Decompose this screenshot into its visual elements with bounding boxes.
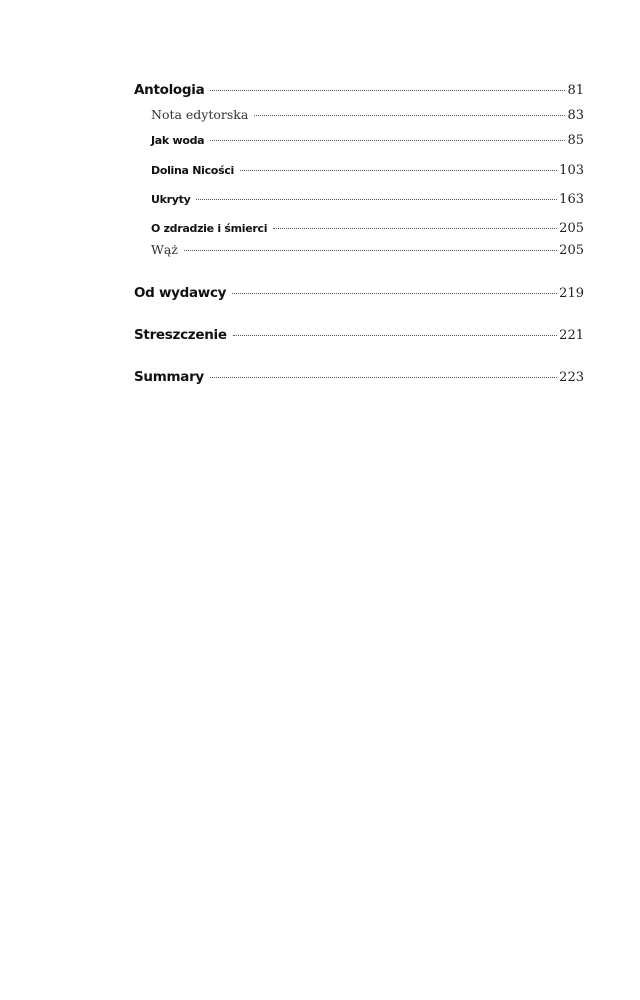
toc-entry-page: 83 bbox=[567, 108, 584, 123]
toc-entry-od-wydawcy bbox=[134, 285, 584, 301]
dot-leader bbox=[233, 335, 557, 336]
toc-entry-page: 223 bbox=[559, 370, 584, 385]
toc-entry-title: Od wydawcy bbox=[134, 285, 227, 301]
toc-entry-title: Antologia bbox=[134, 82, 205, 98]
toc-entry-jak-woda bbox=[151, 133, 584, 148]
toc-entry-title: O zdradzie i śmierci bbox=[151, 222, 268, 235]
toc-entry-antologia bbox=[134, 82, 584, 98]
toc-entry-page: 85 bbox=[567, 133, 584, 148]
dot-leader bbox=[210, 140, 565, 141]
toc-entry-title: Summary bbox=[134, 369, 204, 385]
toc-entry-page: 103 bbox=[559, 163, 584, 178]
toc-entry-ukryty bbox=[151, 192, 584, 207]
toc-entry-page: 205 bbox=[559, 243, 584, 258]
dot-leader bbox=[196, 199, 557, 200]
dot-leader bbox=[210, 90, 565, 91]
toc-entry-dolina-nicosci bbox=[151, 163, 584, 178]
toc-entry-o-zdradzie-i-smierci bbox=[151, 221, 584, 236]
toc-entry-title: Wąż bbox=[151, 242, 178, 257]
toc-entry-summary bbox=[134, 369, 584, 385]
dot-leader bbox=[184, 250, 557, 251]
toc-entry-title: Ukryty bbox=[151, 193, 191, 206]
toc-entry-waz bbox=[151, 242, 584, 258]
toc-entry-nota-edytorska bbox=[151, 107, 584, 123]
toc-entry-page: 221 bbox=[559, 328, 584, 343]
toc-entry-page: 81 bbox=[567, 83, 584, 98]
toc-entry-page: 219 bbox=[559, 286, 584, 301]
toc-entry-title: Nota edytorska bbox=[151, 107, 249, 122]
toc-entry-page: 163 bbox=[559, 192, 584, 207]
dot-leader bbox=[240, 170, 557, 171]
dot-leader bbox=[273, 228, 557, 229]
toc-entry-title: Streszczenie bbox=[134, 327, 227, 343]
toc-entry-page: 205 bbox=[559, 221, 584, 236]
dot-leader bbox=[232, 293, 557, 294]
toc-entry-title: Jak woda bbox=[151, 134, 205, 147]
dot-leader bbox=[254, 115, 565, 116]
toc-entry-title: Dolina Nicości bbox=[151, 164, 235, 177]
toc-entry-streszczenie bbox=[134, 327, 584, 343]
dot-leader bbox=[210, 377, 557, 378]
